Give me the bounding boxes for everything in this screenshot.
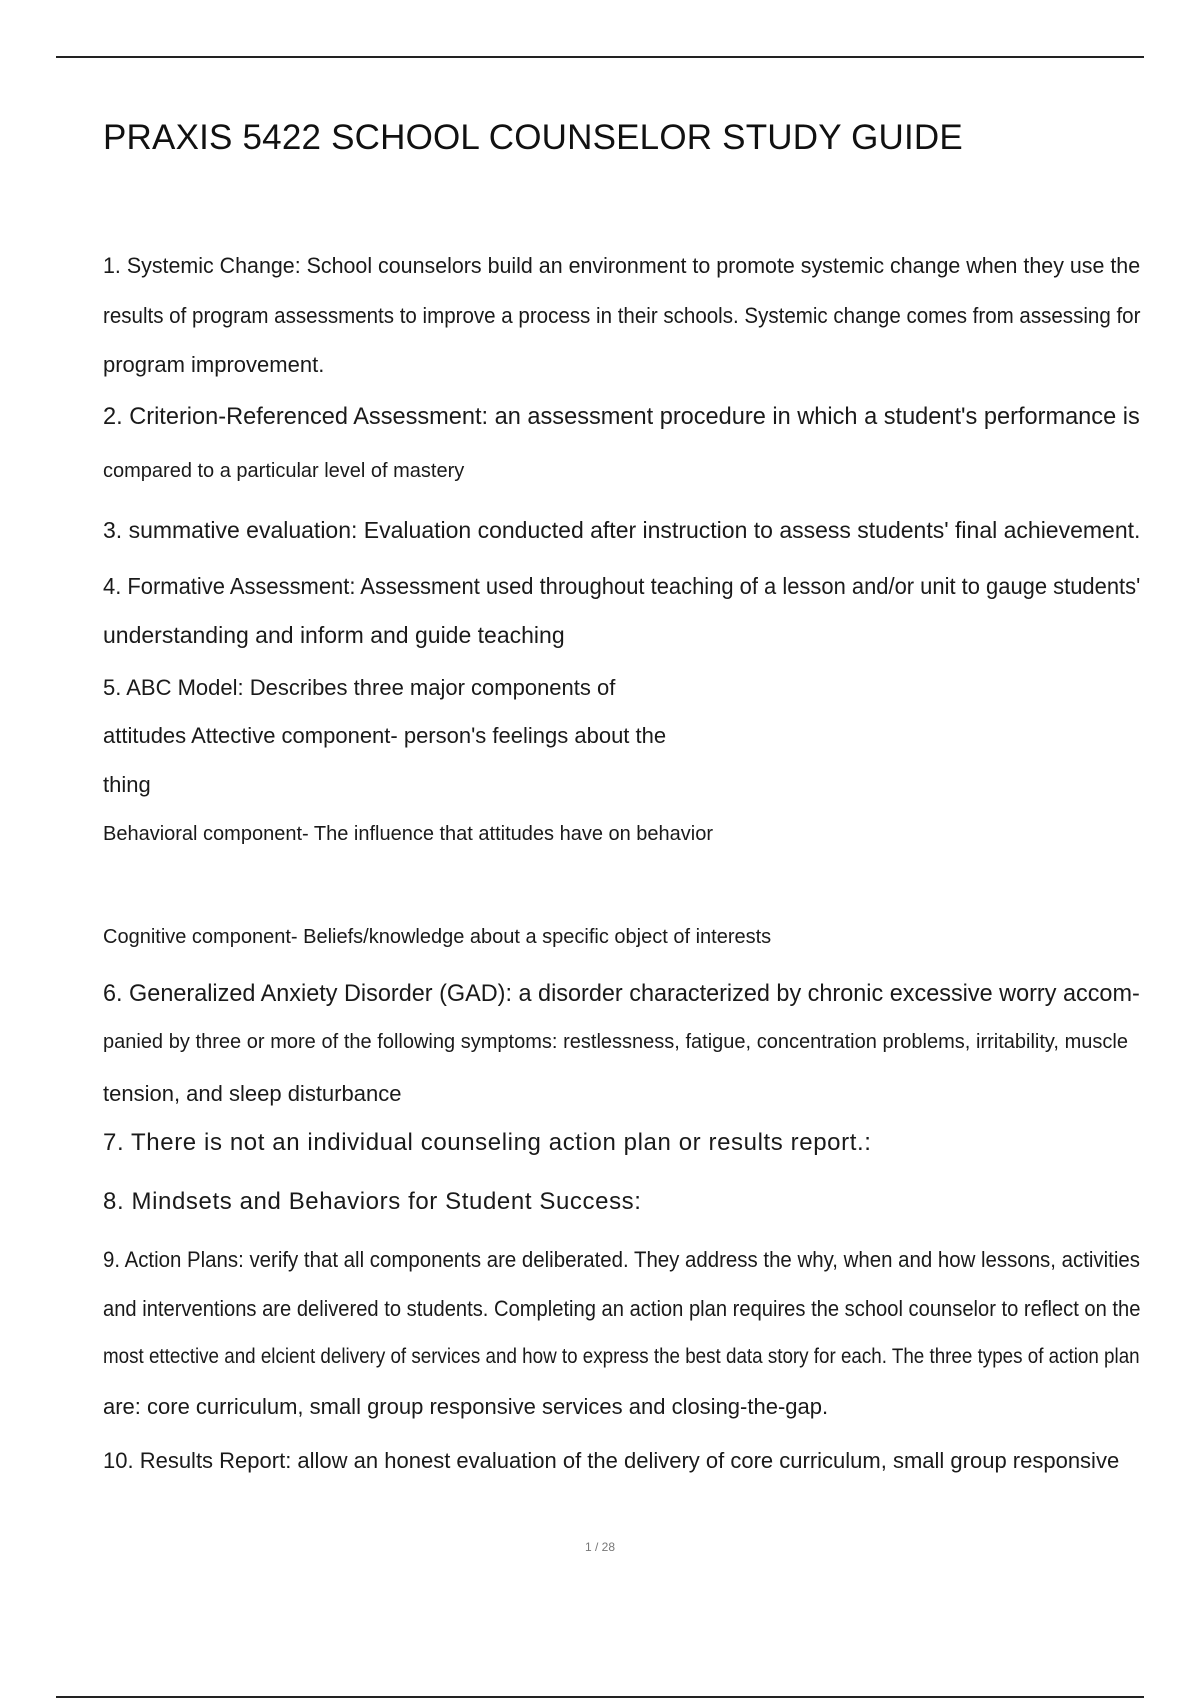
item-6-line-2: panied by three or more of the following symptoms: restlessness, fatigue, concentration problems, irritability, muscle	[103, 1031, 1128, 1053]
item-2-line-2: compared to a particular level of mastery	[103, 460, 465, 482]
item-7-line-1: 7. There is not an individual counseling action plan or results report.:	[103, 1129, 872, 1156]
item-2-line-1: 2. Criterion-Referenced Assessment: an assessment procedure in which a student's performance is	[103, 403, 1140, 430]
item-1-line-2: results of program assessments to improve a process in their schools. Systemic change comes from assessing for	[103, 303, 1141, 328]
item-9-line-1: 9. Action Plans: verify that all components are deliberated. They address the why, when and how lessons, activities	[103, 1247, 1140, 1272]
item-8-line-1: 8. Mindsets and Behaviors for Student Success:	[103, 1188, 642, 1215]
item-9-line-3: most ettective and elcient delivery of services and how to express the best data story for each. The three types of action plan	[103, 1345, 1140, 1368]
item-10-line-1: 10. Results Report: allow an honest evaluation of the delivery of core curriculum, small group responsive	[103, 1448, 1120, 1473]
item-5-line-1: 5. ABC Model: Describes three major components of	[103, 675, 616, 700]
item-5-line-4: Behavioral component- The influence that attitudes have on behavior	[103, 823, 714, 845]
top-rule	[56, 56, 1144, 58]
item-1-line-3: program improvement.	[103, 352, 325, 377]
item-9-line-4: are: core curriculum, small group responsive services and closing-the-gap.	[103, 1394, 829, 1419]
item-3-line-1: 3. summative evaluation: Evaluation conducted after instruction to assess students' final achievement.	[103, 517, 1141, 543]
item-4-line-2: understanding and inform and guide teaching	[103, 622, 565, 648]
item-5-line-3: thing	[103, 772, 151, 797]
page-number: 1 / 28	[584, 1540, 616, 1554]
item-9-line-2: and interventions are delivered to students. Completing an action plan requires the school counselor to reflect on the	[103, 1296, 1141, 1321]
item-1-line-1: 1. Systemic Change: School counselors build an environment to promote systemic change when they use the	[103, 253, 1141, 278]
item-4-line-1: 4. Formative Assessment: Assessment used throughout teaching of a lesson and/or unit to gauge students'	[103, 573, 1141, 599]
item-5-line-2: attitudes Attective component- person's feelings about the	[103, 723, 667, 748]
item-6-line-1: 6. Generalized Anxiety Disorder (GAD): a disorder characterized by chronic excessive worry accom-	[103, 980, 1140, 1007]
document-title: PRAXIS 5422 SCHOOL COUNSELOR STUDY GUIDE	[103, 118, 963, 157]
item-5-line-5: Cognitive component- Beliefs/knowledge about a specific object of interests	[103, 926, 772, 948]
bottom-rule	[56, 1696, 1144, 1698]
item-6-line-3: tension, and sleep disturbance	[103, 1081, 402, 1106]
